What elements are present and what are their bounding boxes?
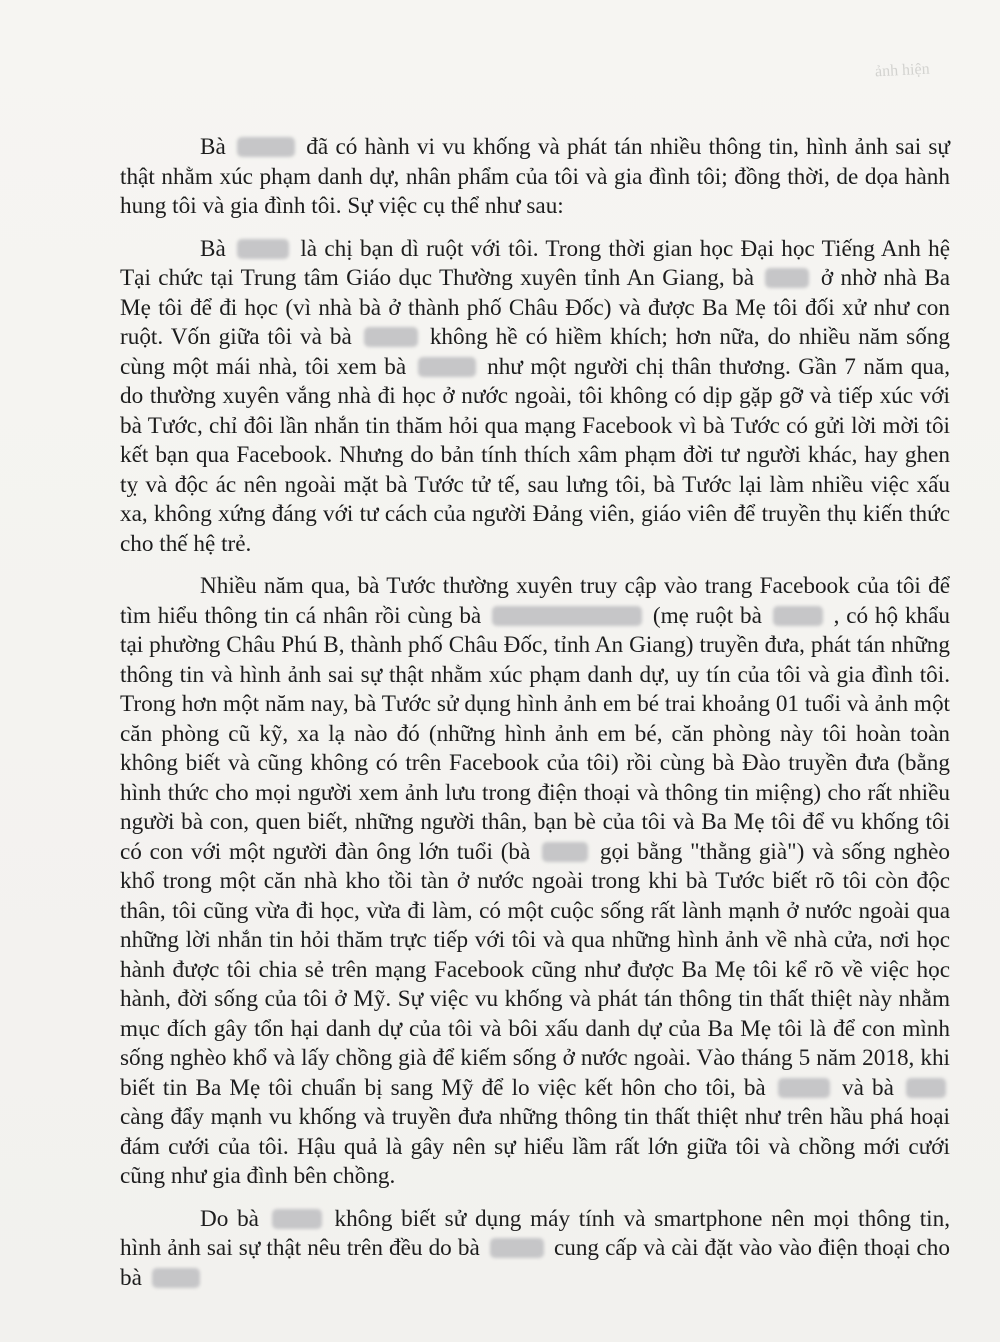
text-segment: Nhiều năm qua, bà Tước thường xuyên truy cập vào trang Facebook của tôi để tìm hiểu thông tin cá nhân rồi cùng bà [120, 573, 950, 629]
text-segment: Bà [200, 134, 226, 160]
redacted-name [765, 268, 809, 288]
text-segment: như một người chị thân thương. Gần 7 năm qua, do thường xuyên vắng nhà đi học ở nước ngoài, tôi không có dịp gặp gỡ và tiếp xúc với bà Tước, chỉ đôi lần nhắn tin thăm hỏi qua mạng Facebook vì bà Tước có gửi lời mời tôi kết bạn qua Facebook. Nhưng do bản tính thích xâm phạm đời tư người khác, hay ghen tỵ và độc ác nên ngoài mặt bà Tước tử tế, sau lưng tôi, bà Tước lại làm nhiều việc xấu xa, không xứng đáng với tư cách của người Đảng viên, giáo viên để truyền thụ kiến thức cho thế hệ trẻ. [120, 353, 950, 557]
redacted-name [152, 1268, 200, 1288]
redacted-name [272, 1209, 322, 1229]
text-segment: và bà [841, 1074, 894, 1101]
text-segment: là chị bạn dì ruột với tôi. Trong thời gian học Đại học Tiếng Anh hệ Tại chức tại Trung tâm Giáo dục Thường xuyên tỉnh An Giang, bà [120, 235, 951, 291]
text-segment: (mẹ ruột bà [652, 602, 762, 629]
text-segment: cung cấp và cài đặt vào vào điện thoại cho bà [120, 1235, 950, 1291]
redacted-name [237, 239, 289, 259]
text-segment: Bà [200, 235, 226, 262]
redacted-name [237, 137, 295, 157]
text-segment: đã có hành vi vu khống và phát tán nhiều thông tin, hình ảnh sai sự thật nhằm xúc phạm danh dự, nhân phẩm của tôi và gia đình tôi; đồng thời, de dọa hành hung tôi và gia đình tôi. Sự việc cụ thể như sau: [120, 134, 951, 219]
redacted-name [490, 1238, 544, 1258]
text-segment: gọi bằng "thằng già") và sống nghèo khổ trong một căn nhà kho tồi tàn ở nước ngoài trong khi bà Tước biết rõ tôi còn độc thân, tôi cũng vừa đi học, vừa đi làm, có một cuộc sống rất lành mạnh ở nước ngoài qua những lời nhắn tin hỏi thăm trực tiếp với tôi và qua những hình ảnh về nhà cửa, nơi học hành được tôi chia sẻ trên mạng Facebook cũng như được Ba Mẹ tôi kể rõ về việc học hành, đời sống của tôi ở Mỹ. Sự việc vu khống và phát tán thông tin thất thiệt này nhằm mục đích gây tổn hại danh dự của tôi và bôi xấu danh dự của Ba Mẹ tôi là để con mình sống nghèo khổ và lấy chồng già để kiếm sống ở nước ngoài. Vào tháng 5 năm 2018, khi biết tin Ba Mẹ tôi chuẩn bị sang Mỹ để lo việc kết hôn cho tôi, bà [120, 838, 951, 1101]
text-segment: càng đẩy mạnh vu khống và truyền đưa những thông tin thất thiệt như trên hầu phá hoại đám cưới của tôi. Hậu quả là gây nên sự hiểu lầm rất lớn giữa tôi và chồng mới cưới cũng như gia đình bên chồng. [120, 1104, 950, 1189]
redacted-name [418, 357, 476, 377]
redacted-name [364, 327, 418, 347]
redacted-name [778, 1078, 830, 1098]
text-segment: ở nhờ nhà Ba Mẹ tôi để đi học (vì nhà bà ở thành phố Châu Đốc) và được Ba Mẹ tôi đối xử như con ruột. Vốn giữa tôi và bà [120, 265, 951, 350]
text-segment: , có hộ khẩu tại phường Châu Phú B, thành phố Châu Đốc, tỉnh An Giang) truyền đưa, phát tán những thông tin và hình ảnh sai sự thật nhằm xúc phạm danh dự, uy tín của tôi và gia đình tôi. Trong hơn một năm nay, bà Tước sử dụng hình ảnh em bé trai khoảng 01 tuổi và ảnh một căn phòng cũ kỹ, xa lạ nào đó (những hình ảnh em bé, căn phòng này tôi hoàn toàn không biết và cũng không có trên Facebook của tôi) rồi cùng bà Đào truyền đưa (bằng hình thức cho mọi người xem ảnh lưu trong điện thoại và thông tin miệng) cho rất nhiều người bà con, quen biết, những người thân, bạn bè của tôi và Ba Mẹ tôi để vu khống tôi có con với một người đàn ông lớn tuổi (bà [120, 602, 951, 865]
redacted-name [492, 606, 642, 626]
paragraph [120, 235, 950, 560]
document-body [120, 133, 950, 1306]
paragraph [120, 1205, 950, 1294]
redacted-name [542, 842, 588, 862]
text-segment: không biết sử dụng máy tính và smartphone nên mọi thông tin, hình ảnh sai sự thật nêu trên đều do bà [120, 1205, 951, 1261]
redacted-name [773, 606, 823, 626]
paragraph [120, 572, 950, 1192]
redacted-name [906, 1078, 946, 1098]
text-segment: Do bà [200, 1205, 259, 1232]
bleed-through-text: ảnh hiện [874, 60, 931, 81]
text-segment: không hề có hiềm khích; hơn nữa, do nhiều năm sống cùng một mái nhà, tôi xem bà [120, 324, 950, 380]
paragraph [120, 133, 950, 222]
